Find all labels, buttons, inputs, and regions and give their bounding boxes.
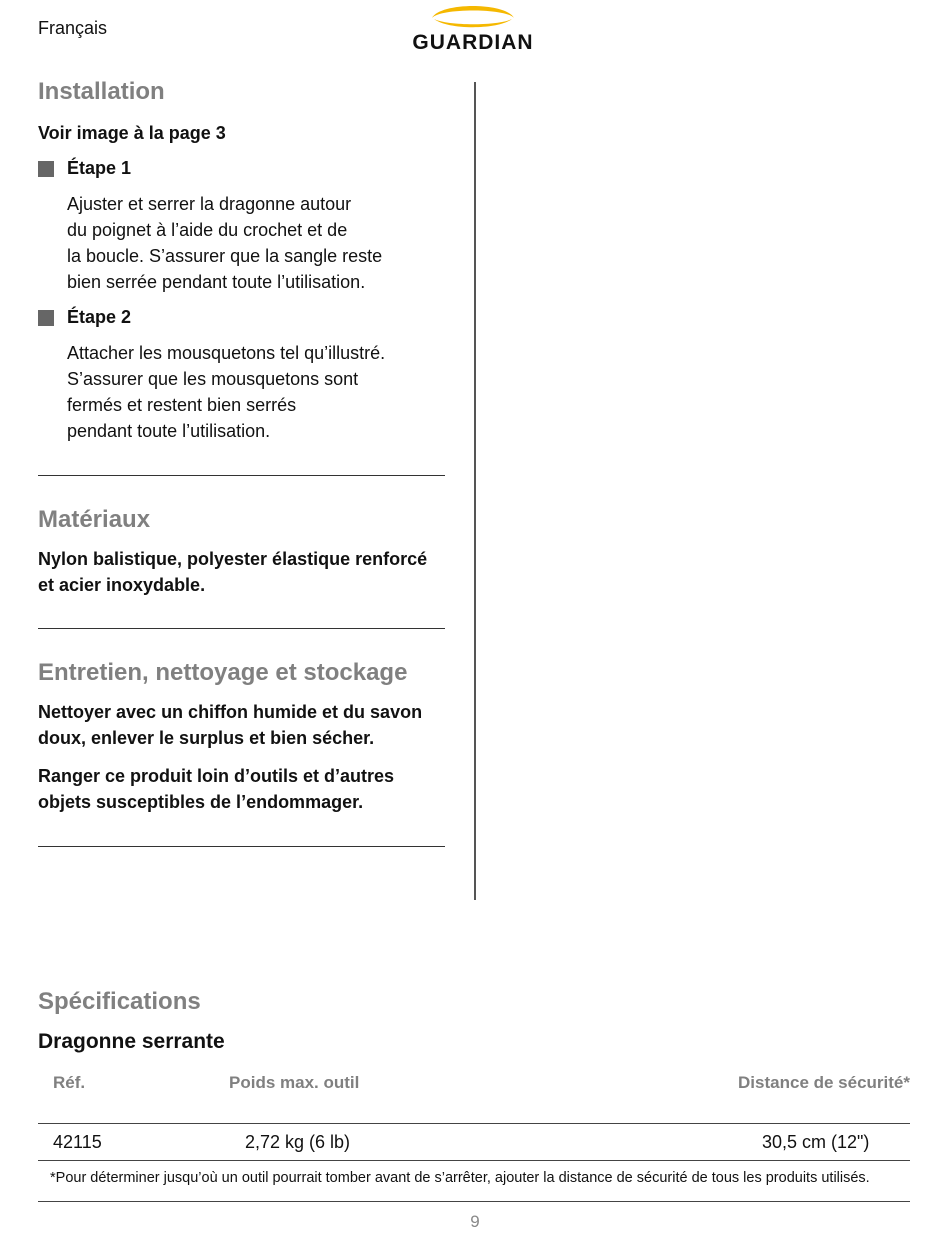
brand-name: GUARDIAN — [412, 31, 534, 54]
product-name: Dragonne serrante — [38, 1030, 225, 1053]
care-text-2: Ranger ce produit loin d’outils et d’autres objets susceptibles de l’endommager. — [38, 766, 395, 812]
square-bullet-icon — [38, 161, 54, 177]
step-2-text: Attacher les mousquetons tel qu’illustré. S’assurer que les mousquetons sont fermés et restent bien serrés pendant toute l’utilisation. — [67, 343, 386, 441]
step-2-label: Étape 2 — [67, 307, 132, 327]
care-title: Entretien, nettoyage et stockage — [38, 659, 408, 686]
section-divider — [38, 628, 445, 629]
table-cell-weight: 2,72 kg (6 lb) — [245, 1132, 351, 1152]
installation-title: Installation — [38, 78, 165, 105]
step-2-heading — [38, 307, 445, 328]
table-rule — [38, 1160, 910, 1161]
step-1-label: Étape 1 — [67, 158, 132, 178]
logo-arc-icon — [428, 4, 518, 32]
table-cell-ref: 42115 — [53, 1132, 102, 1152]
language-label: Français — [38, 18, 108, 38]
left-column — [38, 78, 445, 847]
square-bullet-icon — [38, 310, 54, 326]
care-text-1: Nettoyer avec un chiffon humide et du savon doux, enlever le surplus et bien sécher. — [38, 702, 423, 748]
table-cell-distance: 30,5 cm (12") — [762, 1132, 870, 1152]
step-1-heading — [38, 158, 445, 179]
table-rule — [38, 1201, 910, 1202]
section-divider — [38, 846, 445, 847]
specifications-title: Spécifications — [38, 988, 201, 1015]
footnote: *Pour déterminer jusqu’où un outil pourrait tomber avant de s’arrêter, ajouter la distance de sécurité de tous les produits utilisés. — [50, 1170, 870, 1186]
column-divider — [474, 82, 476, 900]
step-1-text: Ajuster et serrer la dragonne autour du poignet à l’aide du crochet et de la boucle. S’assurer que la sangle reste bien serrée pendant toute l’utilisation. — [67, 194, 383, 292]
guardian-logo — [388, 4, 558, 54]
section-divider — [38, 475, 445, 476]
table-rule — [38, 1123, 910, 1124]
see-image-text: Voir image à la page 3 — [38, 123, 226, 143]
table-header-distance: Distance de sécurité* — [738, 1073, 910, 1092]
page-number: 9 — [470, 1212, 480, 1231]
table-header-ref: Réf. — [53, 1073, 86, 1092]
materials-text: Nylon balistique, polyester élastique renforcé et acier inoxydable. — [38, 549, 428, 595]
table-header-weight: Poids max. outil — [229, 1073, 360, 1092]
materials-title: Matériaux — [38, 506, 151, 533]
